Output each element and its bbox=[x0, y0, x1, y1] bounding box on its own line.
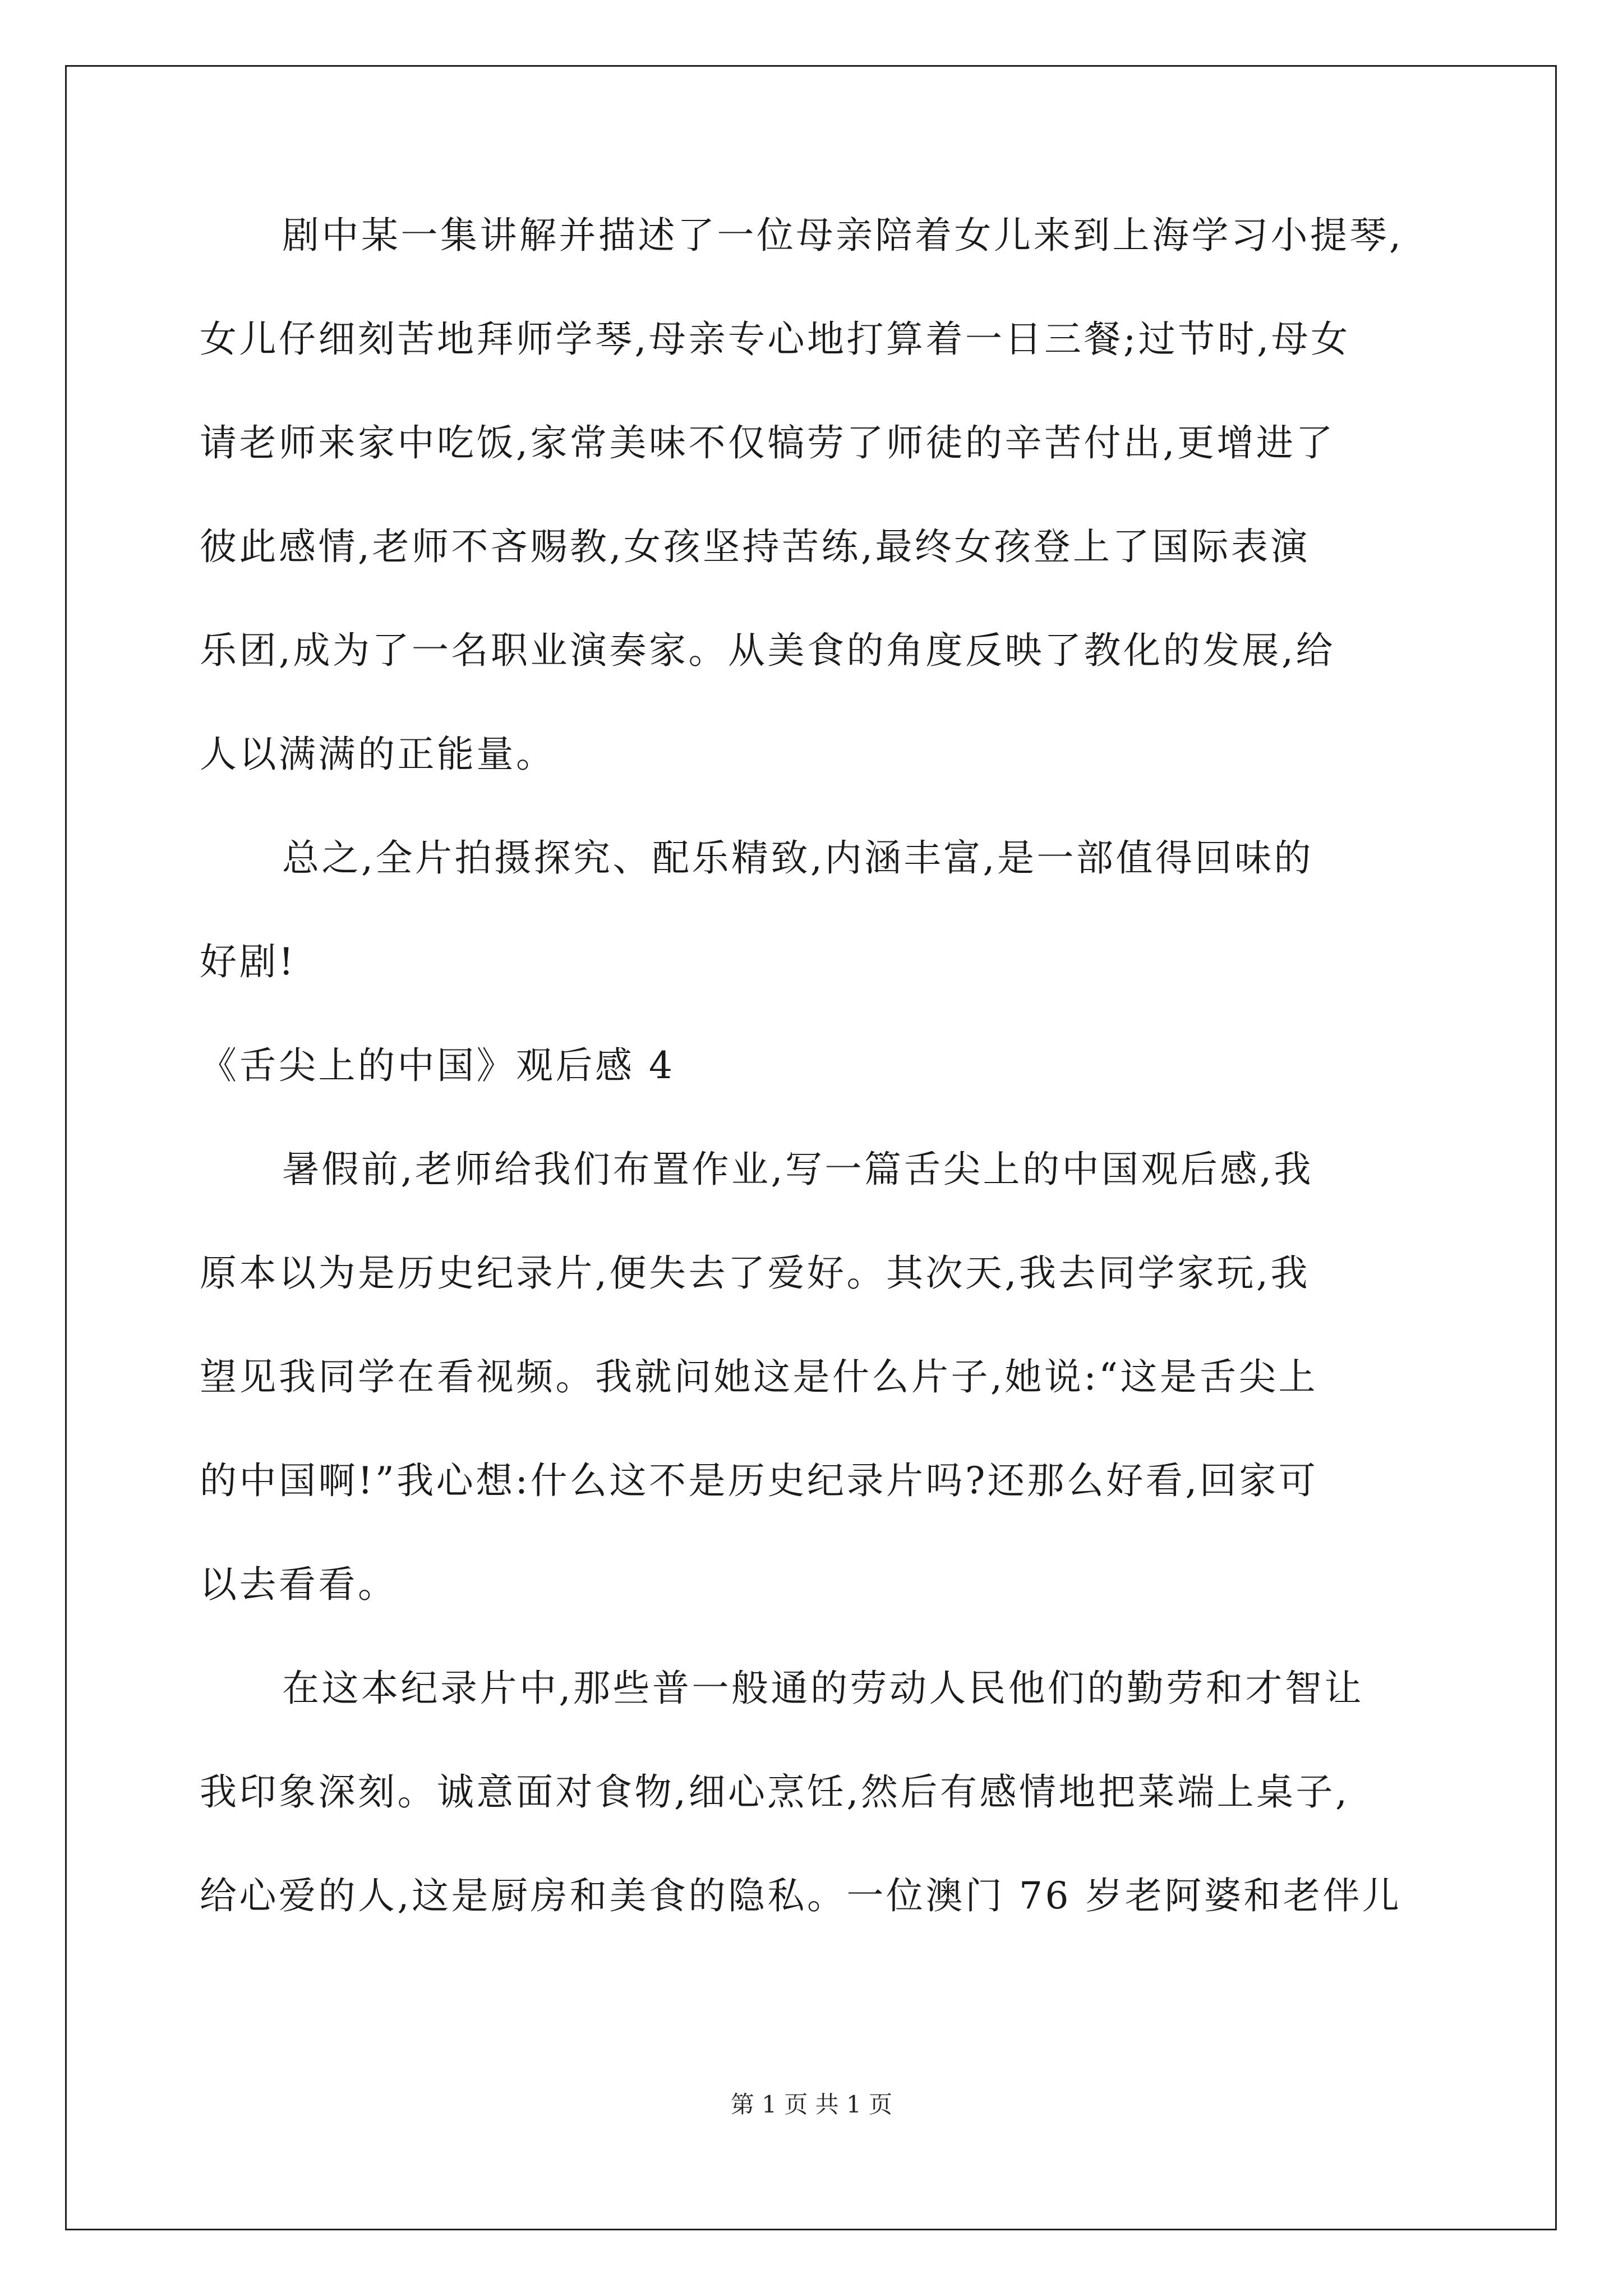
paragraph-line: 我印象深刻。诚意面对食物,细心烹饪,然后有感情地把菜端上桌子, bbox=[200, 1770, 1350, 1814]
paragraph-line: 给心爱的人,这是厨房和美食的隐私。一位澳门 76 岁老阿婆和老伴儿 bbox=[200, 1874, 1402, 1917]
paragraph-line: 乐团,成为了一名职业演奏家。从美食的角度反映了教化的发展,给 bbox=[200, 629, 1335, 672]
paragraph-line: 暑假前,老师给我们布置作业,写一篇舌尖上的中国观后感,我 bbox=[282, 1148, 1313, 1191]
paragraph-line: 总之,全片拍摄探究、配乐精致,内涵丰富,是一部值得回味的 bbox=[282, 836, 1313, 880]
paragraph-line: 的中国啊!”我心想:什么这不是历史纪录片吗?还那么好看,回家可 bbox=[200, 1459, 1318, 1502]
paragraph-line: 剧中某一集讲解并描述了一位母亲陪着女儿来到上海学习小提琴, bbox=[282, 214, 1404, 257]
paragraph-line: 女儿仔细刻苦地拜师学琴,母亲专心地打算着一日三餐;过节时,母女 bbox=[200, 318, 1350, 361]
paragraph-line: 人以满满的正能量。 bbox=[200, 733, 556, 776]
paragraph-line: 以去看看。 bbox=[200, 1563, 398, 1606]
paragraph-line: 在这本纪录片中,那些普一般通的劳动人民他们的勤劳和才智让 bbox=[282, 1667, 1364, 1710]
paragraph-line: 请老师来家中吃饭,家常美味不仅犒劳了师徒的辛苦付出,更增进了 bbox=[200, 421, 1335, 464]
paragraph-line: 彼此感情,老师不吝赐教,女孩坚持苦练,最终女孩登上了国际表演 bbox=[200, 525, 1310, 568]
paragraph-line: 原本以为是历史纪录片,便失去了爱好。其次天,我去同学家玩,我 bbox=[200, 1251, 1310, 1295]
paragraph-line: 好剧! bbox=[200, 940, 297, 983]
section-heading: 《舌尖上的中国》观后感 4 bbox=[200, 1044, 675, 1087]
page-number-footer: 第 1 页 共 1 页 bbox=[730, 2091, 893, 2118]
paragraph-line: 望见我同学在看视频。我就问她这是什么片子,她说:“这是舌尖上 bbox=[200, 1355, 1318, 1398]
